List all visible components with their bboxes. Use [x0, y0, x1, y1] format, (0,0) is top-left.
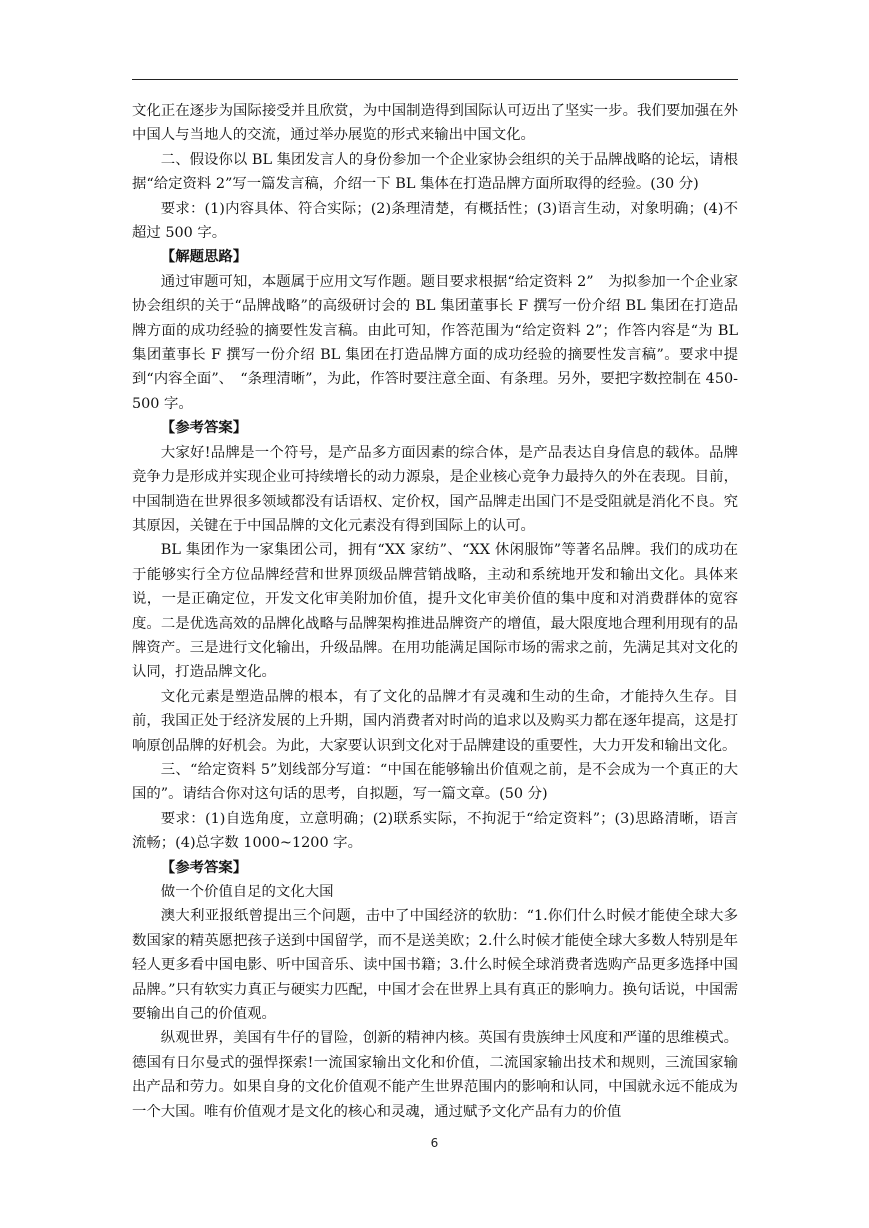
- paragraph: 三、“给定资料 5”划线部分写道：“中国在能够输出价值观之前，是不会成为一个真正的大国的”。请结合你对这句话的思考，自拟题，写一篇文章。(50 分): [132, 761, 738, 803]
- header-rule: [132, 79, 738, 80]
- page-number: 6: [430, 1136, 439, 1150]
- section-heading: 【参考答案】: [160, 858, 248, 876]
- paragraph: 要求：(1)自选角度，立意明确；(2)联系实际，不拘泥于“给定资料”；(3)思路清晰，语言流畅；(4)总字数 1000~1200 字。: [132, 810, 738, 852]
- paragraph: 文化元素是塑造品牌的根本，有了文化的品牌才有灵魂和生动的生命，才能持久生存。目前，我国正处于经济发展的上升期，国内消费者对时尚的追求以及购买力都在逐年提高，这是打响原创品牌的好机会。为此，大家要认识到文化对于品牌建设的重要性，大力开发和输出文化。: [132, 688, 738, 754]
- paragraph: 澳大利亚报纸曾提出三个问题，击中了中国经济的软肋：“1.你们什么时候才能使全球大多数国家的精英愿把孩子送到中国留学，而不是送美欧；2.什么时候才能使全球大多数人特别是年轻人更多看中国电影、听中国音乐、读中国书籍；3.什么时候全球消费者选购产品更多选择中国品牌。”只有软实力真正与硬实力匹配，中国才会在世界上具有真正的影响力。换句话说，中国需要输出自己的价值观。: [132, 908, 738, 1023]
- paragraph: 要求：(1)内容具体、符合实际；(2)条理清楚，有概括性；(3)语言生动，对象明确；(4)不超过 500 字。: [132, 200, 738, 242]
- paragraph: 纵观世界，美国有牛仔的冒险，创新的精神内核。英国有贵族绅士风度和严谨的思维模式。德国有日尔曼式的强悍探索!一流国家输出文化和价值，二流国家输出技术和规则，三流国家输出产品和劳力。如果自身的文化价值观不能产生世界范围内的影响和认同，中国就永远不能成为一个大国。唯有价值观才是文化的核心和灵魂，通过赋予文化产品有力的价值: [132, 1030, 738, 1120]
- paragraph: 二、假设你以 BL 集团发言人的身份参加一个企业家协会组织的关于品牌战略的论坛，请根据“给定资料 2”写一篇发言稿，介绍一下 BL 集体在打造品牌方面所取得的经验。(30 分): [132, 151, 738, 193]
- section-heading: 【参考答案】: [160, 419, 248, 437]
- document-body: [132, 99, 738, 1124]
- section-heading: 【解题思路】: [160, 248, 248, 266]
- paragraph: 大家好!品牌是一个符号，是产品多方面因素的综合体，是产品表达自身信息的载体。品牌竞争力是形成并实现企业可持续增长的动力源泉，是企业核心竞争力最持久的外在表现。目前，中国制造在世界很多领域都没有话语权、定价权，国产品牌走出国门不是受阻就是消化不良。究其原因，关键在于中国品牌的文化元素没有得到国际上的认可。: [132, 444, 738, 534]
- paragraph: 文化正在逐步为国际接受并且欣赏，为中国制造得到国际认可迈出了坚实一步。我们要加强在外中国人与当地人的交流，通过举办展览的形式来输出中国文化。: [132, 103, 738, 144]
- essay-title: 做一个价值自足的文化大国: [160, 884, 334, 900]
- paragraph: 通过审题可知，本题属于应用文写作题。题目要求根据“给定资料 2” 为拟参加一个企业家协会组织的关于“品牌战略”的高级研讨会的 BL 集团董事长 F 撰写一份介绍 BL 集团在打造品牌方面的成功经验的摘要性发言稿。由此可知，作答范围为“给定资料 2”；作答内容是“为 BL 集团董事长 F 撰写一份介绍 BL 集团在打造品牌方面的成功经验的摘要性发言稿”。要求中提到“内容全面”、 “条理清晰”，为此，作答时要注意全面、有条理。另外，要把字数控制在 450-500 字。: [132, 273, 738, 412]
- paragraph: BL 集团作为一家集团公司，拥有“XX 家纺”、“XX 休闲服饰”等著名品牌。我们的成功在于能够实行全方位品牌经营和世界顶级品牌营销战略，主动和系统地开发和输出文化。具体来说，一是正确定位，开发文化审美附加价值，提升文化审美价值的集中度和对消费群体的宽容度。二是优选高效的品牌化战略与品牌架构推进品牌资产的增值，最大限度地合理利用现有的品牌资产。三是进行文化输出，升级品牌。在用功能满足国际市场的需求之前，先满足其对文化的认同，打造品牌文化。: [132, 542, 738, 681]
